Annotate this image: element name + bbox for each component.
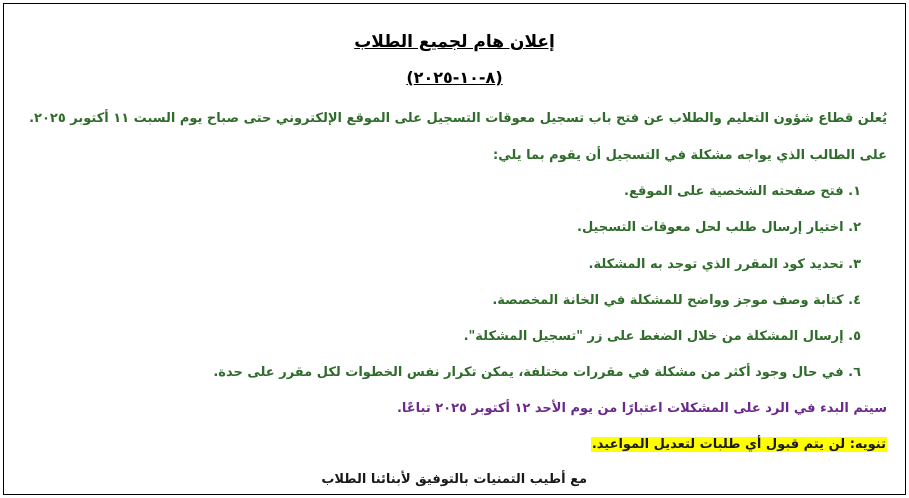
step-item-3: ٣. تحديد كود المقرر الذي توجد به المشكلة.	[588, 257, 861, 272]
step-item-5: ٥. إرسال المشكلة من خلال الضغط على زر "تسجيل المشكلة".	[463, 329, 861, 344]
instruction-paragraph: على الطالب الذي يواجه مشكلة في التسجيل أن يقوم بما يلي:	[493, 148, 887, 163]
announcement-date-text: (٨-١٠-٢٠٢٥)	[406, 68, 503, 87]
intro-paragraph: يُعلن قطاع شؤون التعليم والطلاب عن فتح باب تسجيل معوقات التسجيل على الموقع الإلكتروني حتى صباح يوم السبت ١١ أكتوبر ٢٠٢٥.	[29, 111, 887, 126]
step-item-1: ١. فتح صفحته الشخصية على الموقع.	[624, 184, 861, 199]
announcement-date	[0, 66, 909, 90]
response-start-paragraph: سيتم البدء في الرد على المشكلات اعتبارًا من يوم الأحد ١٢ أكتوبر ٢٠٢٥ تباعًا.	[396, 401, 887, 416]
notice-paragraph	[591, 435, 887, 455]
announcement-title-text: إعلان هام لجميع الطلاب	[354, 32, 555, 52]
closing-line: مع أطيب التمنيات بالتوفيق لأبنائنا الطلاب	[321, 472, 587, 487]
step-item-2: ٢. اختيار إرسال طلب لحل معوقات التسجيل.	[577, 220, 861, 235]
notice-highlight: تنويه: لن يتم قبول أي طلبات لتعديل المواعيد.	[591, 437, 886, 452]
step-item-4: ٤. كتابة وصف موجز وواضح للمشكلة في الخانة المخصصة.	[492, 293, 861, 308]
step-item-6: ٦. في حال وجود أكثر من مشكلة في مقررات مختلفة، يمكن تكرار نفس الخطوات لكل مقرر على حدة.	[213, 365, 861, 380]
announcement-title	[0, 30, 909, 54]
